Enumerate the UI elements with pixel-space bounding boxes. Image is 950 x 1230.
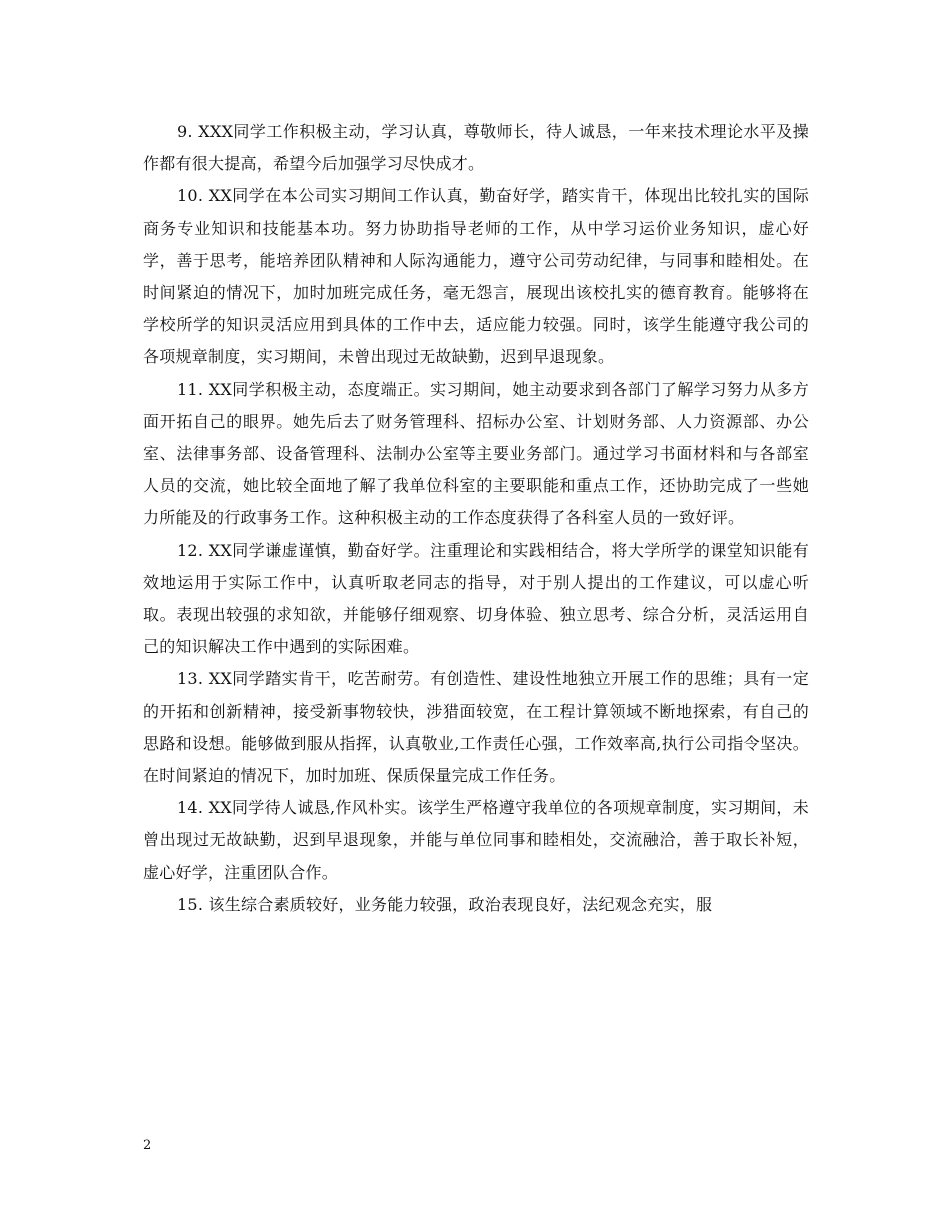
document-body <box>143 116 809 921</box>
paragraph-12: 12. XX同学谦虚谨慎，勤奋好学。注重理论和实践相结合，将大学所学的课堂知识能有效地运用于实际工作中，认真听取老同志的指导，对于别人提出的工作建议，可以虚心听取。表现出较强的求知欲，并能够仔细观察、切身体验、独立思考、综合分析，灵活运用自己的知识解决工作中遇到的实际困难。 <box>143 540 809 657</box>
page-number: 2 <box>143 1138 152 1153</box>
paragraph-9: 9. XXX同学工作积极主动，学习认真，尊敬师长，待人诚恳，一年来技术理论水平及操作都有很大提高，希望今后加强学习尽快成才。 <box>143 122 809 174</box>
paragraph-15: 15. 该生综合素质较好，业务能力较强，政治表现良好，法纪观念充实，服 <box>177 894 713 914</box>
paragraph-11: 11. XX同学积极主动，态度端正。实习期间，她主动要求到各部门了解学习努力从多方面开拓自己的眼界。她先后去了财务管理科、招标办公室、计划财务部、人力资源部、办公室、法律事务部、设备管理科、法制办公室等主要业务部门。通过学习书面材料和与各部室人员的交流，她比较全面地了解了我单位科室的主要职能和重点工作，还协助完成了一些她力所能及的行政事务工作。这种积极主动的工作态度获得了各科室人员的一致好评。 <box>143 379 809 528</box>
paragraph-10: 10. XX同学在本公司实习期间工作认真，勤奋好学，踏实肯干，体现出比较扎实的国际商务专业知识和技能基本功。努力协助指导老师的工作，从中学习运价业务知识，虚心好学，善于思考，能培养团队精神和人际沟通能力，遵守公司劳动纪律，与同事和睦相处。在时间紧迫的情况下，加时加班完成任务，毫无怨言，展现出该校扎实的德育教育。能够将在学校所学的知识灵活应用到具体的工作中去，适应能力较强。同时，该学生能遵守我公司的各项规章制度，实习期间，未曾出现过无故缺勤，迟到早退现象。 <box>143 186 809 367</box>
paragraph-13: 13. XX同学踏实肯干，吃苦耐劳。有创造性、建设性地独立开展工作的思维；具有一定的开拓和创新精神，接受新事物较快，涉猎面较宽，在工程计算领域不断地探索，有自己的思路和设想。能够做到服从指挥，认真敬业,工作责任心强，工作效率高,执行公司指令坚决。在时间紧迫的情况下，加时加班、保质保量完成工作任务。 <box>143 669 809 786</box>
paragraph-14: 14. XX同学待人诚恳,作风朴实。该学生严格遵守我单位的各项规章制度，实习期间，未曾出现过无故缺勤，迟到早退现象，并能与单位同事和睦相处，交流融洽，善于取长补短，虚心好学，注重团队合作。 <box>143 798 809 882</box>
